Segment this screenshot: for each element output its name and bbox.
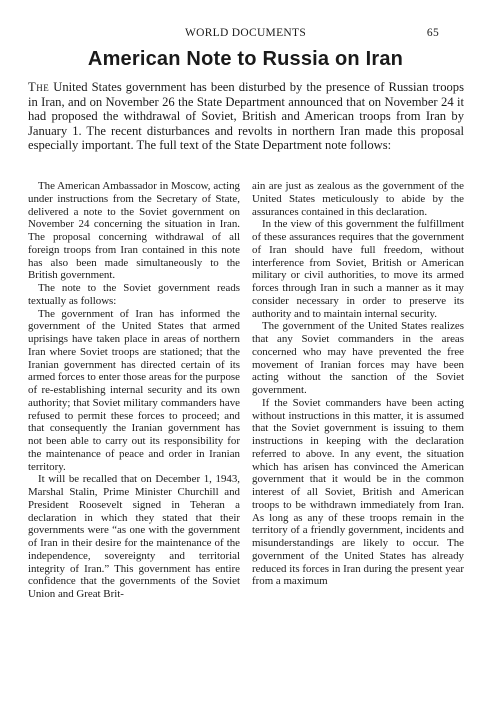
article-title: American Note to Russia on Iran <box>87 48 404 70</box>
paragraph: In the view of this government the fulfillment of these assurances requires that the government of Iran should have full freedom, without interference from Soviet, British or American military or civil authorities, to move its armed forces through Iran in such a manner as it may consider necessary in order to preserve its authority and to maintain internal security. <box>252 218 464 320</box>
left-column <box>28 180 240 710</box>
paragraph: The American Ambassador in Moscow, acting under instructions from the Secretary of State, delivered a note to the Soviet government on November 24 concerning the situation in Iran. The proposal concerning withdrawal of all foreign troops from Iran contained in this note has also been made simultaneously to the British government. <box>28 180 240 282</box>
paragraph: The note to the Soviet government reads textually as follows: <box>28 282 240 307</box>
running-header <box>52 27 439 43</box>
page-number: 65 <box>426 27 439 39</box>
intro-paragraph <box>28 80 464 153</box>
right-column <box>252 180 464 710</box>
running-title: WORLD DOCUMENTS <box>184 27 307 39</box>
paragraph: The government of Iran has informed the government of the United States that armed uprisings have taken place in areas of northern Iran where Soviet troops are stationed; that the Iranian government has directed certain of its armed forces to enter those areas for the purpose of re-establishing internal security and its own authority; that Soviet military commanders have refused to permit these forces to proceed; and that consequently the Iranian government has not been able to carry out its responsibility for the maintenance of peace and order in Iranian territory. <box>28 307 240 473</box>
paragraph-continued: ain are just as zealous as the government of the United States meticulously to abide by the assurances contained in this declaration. <box>252 180 464 218</box>
intro-lead-word: The <box>28 80 50 94</box>
paragraph: It will be recalled that on December 1, 1943, Marshal Stalin, Prime Minister Churchill and President Roosevelt signed in Teheran a declaration in which they stated that their governments were “as one with the government of Iran in their desire for the maintenance of the independence, sovereignty and territorial integrity of Iran.” This government has entire confidence that the governments of the Soviet Union and Great Brit- <box>28 473 240 600</box>
paragraph: If the Soviet commanders have been acting without instructions in this matter, it is assumed that the Soviet government is issuing to them instructions in keeping with the declaration referred to above. In any event, the situation which has arisen has convinced the American government that it would be in the common interest of all Soviet, British and American troops to be withdrawn immediately from Iran. As long as any of these troops remain in the territory of a friendly government, incidents and misunderstandings are likely to occur. The government of the United States has already reduced its forces in Iran during the present year from a maximum <box>252 396 464 588</box>
intro-text: United States government has been disturbed by the presence of Russian troops in Iran, and on November 26 the State Department announced that on November 24 it had proposed the withdrawal of Soviet, British and American troops from Iran by January 1. The recent disturbances and revolts in northern Iran made this proposal especially important. The full text of the State Department note follows: <box>28 80 464 153</box>
body-columns <box>28 180 464 710</box>
paragraph: The government of the United States realizes that any Soviet commanders in the areas concerned who may have prevented the free movement of Iranian forces may have been acting without the sanction of the Soviet government. <box>252 320 464 396</box>
